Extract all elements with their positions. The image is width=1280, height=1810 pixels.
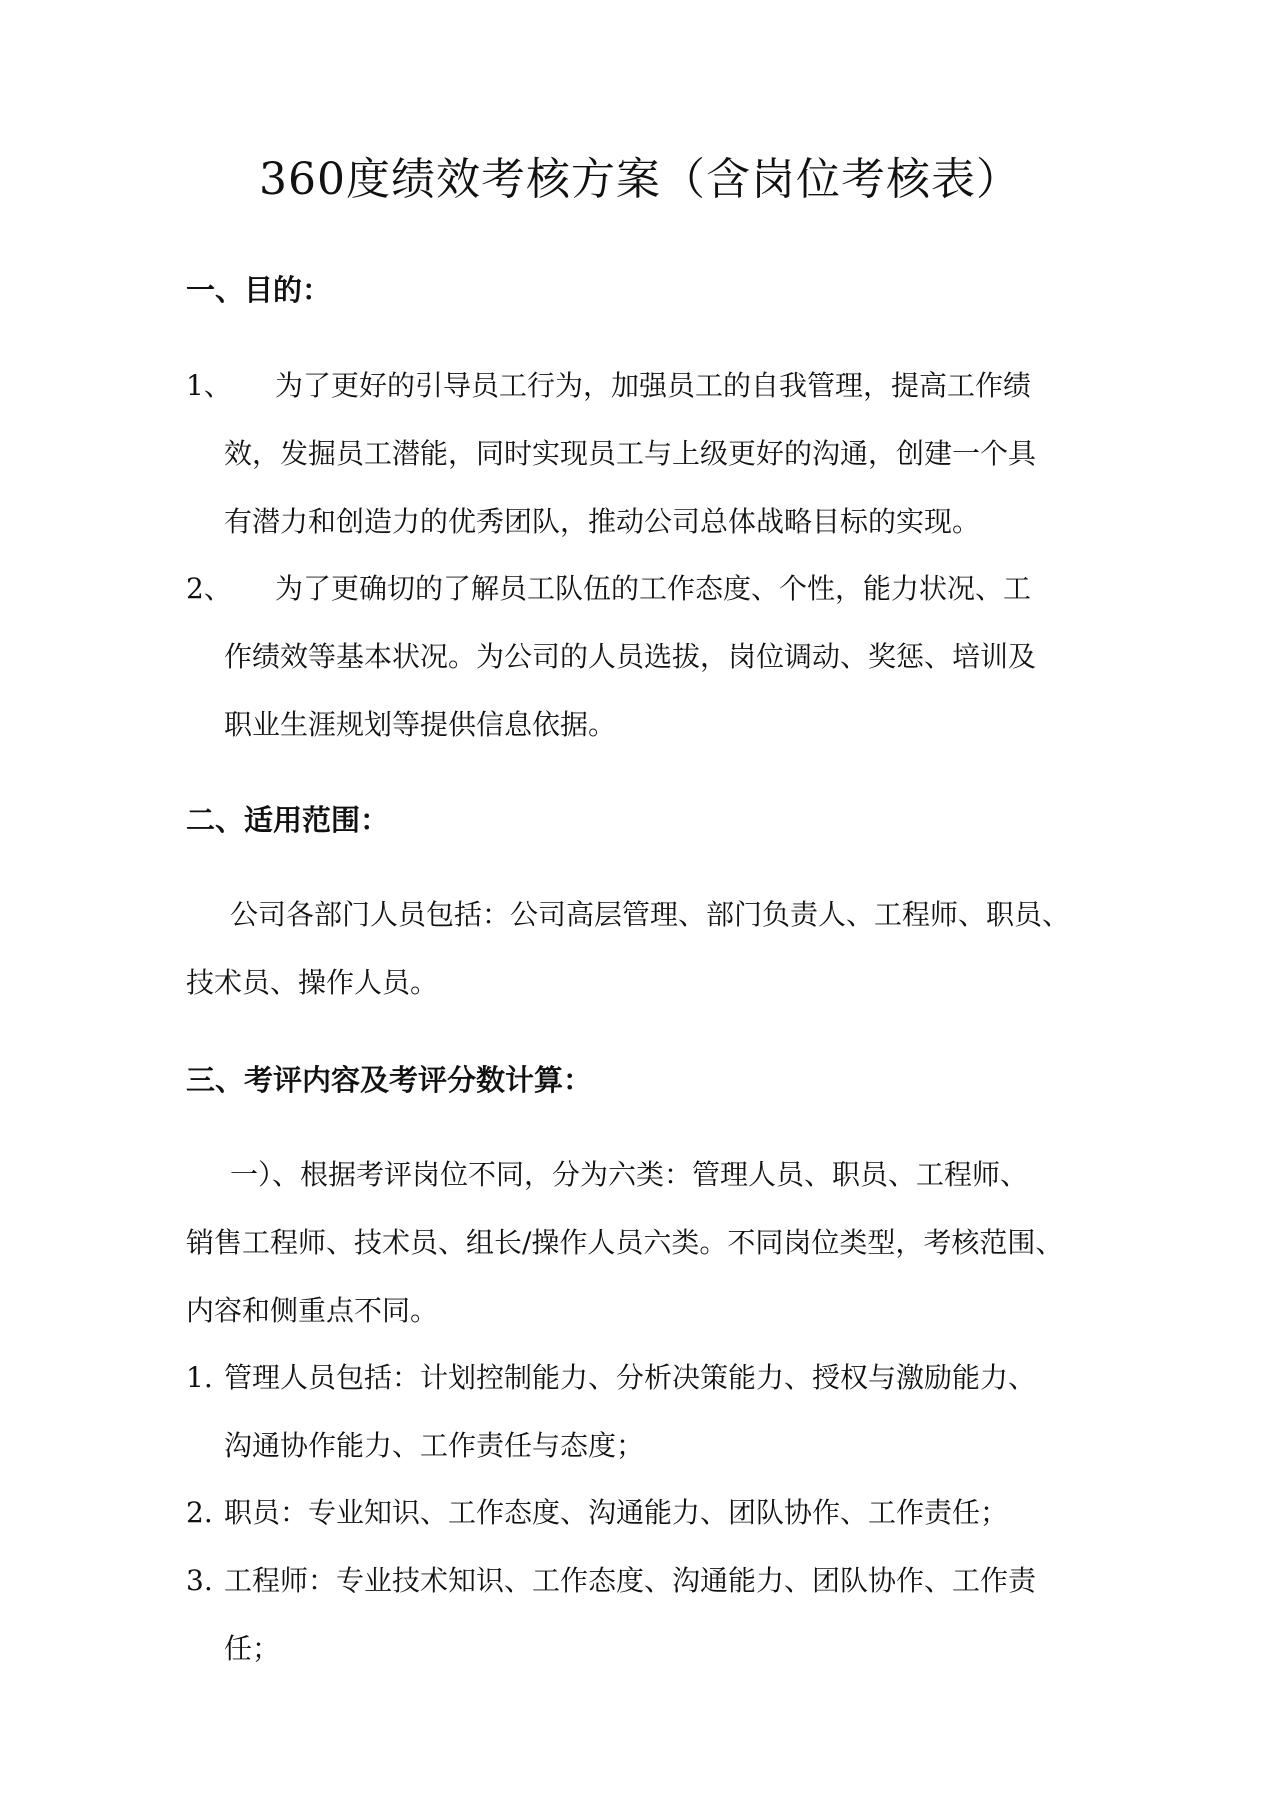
section-heading-evaluation: 三、考评内容及考评分数计算： [186,1063,593,1097]
paragraph-line: 为了更确切的了解员工队伍的工作态度、个性，能力状况、工 [275,572,1032,605]
paragraph-line: 有潜力和创造力的优秀团队，推动公司总体战略目标的实现。 [224,505,981,538]
paragraph-line: 内容和侧重点不同。 [186,1294,439,1327]
paragraph-line: 沟通协作能力、工作责任与态度； [224,1429,645,1462]
paragraph-line: 任； [224,1632,281,1665]
section-heading-scope: 二、适用范围： [186,803,390,837]
paragraph-line: 为了更好的引导员工行为，加强员工的自我管理，提高工作绩 [275,369,1032,402]
paragraph-line: 职员：专业知识、工作态度、沟通能力、团队协作、工作责任； [224,1496,1009,1529]
document-title: 360度绩效考核方案（含岗位考核表） [259,154,1021,205]
paragraph-line: 职业生涯规划等提供信息依据。 [224,708,617,741]
paragraph-line: 公司各部门人员包括：公司高层管理、部门负责人、工程师、职员、 [230,898,1071,931]
list-number: 1. [186,1361,213,1394]
list-number: 2. [186,1496,213,1529]
list-number: 2、 [186,572,232,605]
paragraph-line: 一）、根据考评岗位不同，分为六类：管理人员、职员、工程师、 [230,1158,1029,1191]
paragraph-line: 效，发掘员工潜能，同时实现员工与上级更好的沟通，创建一个具 [224,437,1037,470]
paragraph-line: 管理人员包括：计划控制能力、分析决策能力、授权与激励能力、 [224,1361,1037,1394]
section-heading-purpose: 一、目的： [186,273,332,307]
list-number: 1、 [186,369,232,402]
paragraph-line: 工程师：专业技术知识、工作态度、沟通能力、团队协作、工作责 [224,1564,1037,1597]
list-number: 3. [186,1564,213,1597]
paragraph-line: 销售工程师、技术员、组长/操作人员六类。不同岗位类型，考核范围、 [186,1226,1064,1259]
paragraph-line: 作绩效等基本状况。为公司的人员选拔，岗位调动、奖惩、培训及 [224,640,1037,673]
paragraph-line: 技术员、操作人员。 [186,966,439,999]
